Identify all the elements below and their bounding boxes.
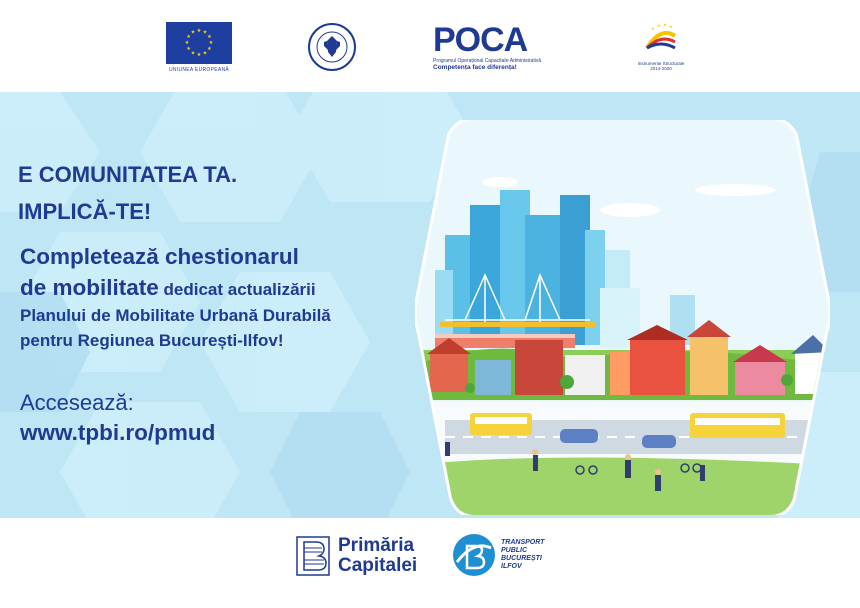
primaria-capitalei-text [338,536,417,576]
svg-text:★: ★ [196,28,202,34]
structural-instruments-icon [641,22,681,56]
poca-slogan: Competența face diferența! [433,64,517,71]
svg-text:★: ★ [207,46,212,52]
primaria-capitalei-icon [296,536,330,576]
city-illustration [415,120,830,515]
eu-flag-icon [166,22,232,64]
cta-line-2 [20,277,316,302]
tpbi-line-2: PUBLIC [501,547,528,554]
poca-wordmark: POCA [433,21,528,59]
tpbi-icon [451,532,497,578]
tpbi-line-3: BUCUREȘTI [501,555,542,562]
primaria-capitalei-logo [296,536,417,576]
headline [18,156,237,230]
svg-text:★: ★ [184,40,190,46]
tpbi-logo [451,532,544,578]
svg-text:★: ★ [663,22,667,27]
headline-line-2: IMPLICĂ-TE! [18,199,152,224]
cta-line-4: pentru Regiunea București-Ilfov! [20,331,284,350]
primaria-line-1: Primăria [338,535,415,556]
svg-text:★: ★ [669,24,673,29]
svg-text:★: ★ [196,52,202,58]
tpbi-text [501,539,544,571]
cta-line-2-bold: de mobilitate [20,275,159,300]
eu-caption: UNIUNEA EUROPEANĂ [168,67,230,73]
headline-line-1: E COMUNITATEA TA. [18,162,238,187]
svg-text:★: ★ [202,29,208,36]
svg-text:★: ★ [651,26,655,31]
poca-logo [433,22,555,72]
svg-text:★: ★ [186,46,191,52]
structural-instruments-years: 2014-2020 [650,66,672,71]
svg-text:★: ★ [657,23,661,28]
access-label: Accesează: [20,390,134,415]
primaria-line-2: Capitalei [338,555,418,576]
eu-logo [166,22,232,73]
svg-text:★: ★ [202,50,208,57]
top-logo-bar [0,0,860,92]
tpbi-line-1: TRANSPORT [501,539,545,546]
svg-text:★: ★ [207,34,212,40]
bottom-logo-bar [0,518,860,608]
cta-line-2-rest: dedicat actualizării [158,280,316,299]
cta-line-1: Completează chestionarul [20,244,299,269]
cta-line-3: Planului de Mobilitate Urbană Durabilă [20,306,331,325]
svg-text:★: ★ [208,40,214,46]
poca-subtitle: Programul Operațional Capacitate Administrativă [433,58,542,64]
svg-text:★: ★ [186,34,191,40]
romanian-government-logo [307,22,357,72]
survey-url-link[interactable]: www.tpbi.ro/pmud [20,420,216,445]
tpbi-line-4: ILFOV [501,563,522,570]
structural-instruments-logo [634,22,688,71]
structural-instruments-caption: Instrumente Structurale [637,61,685,66]
svg-text:★: ★ [190,29,196,36]
svg-text:★: ★ [190,50,196,57]
